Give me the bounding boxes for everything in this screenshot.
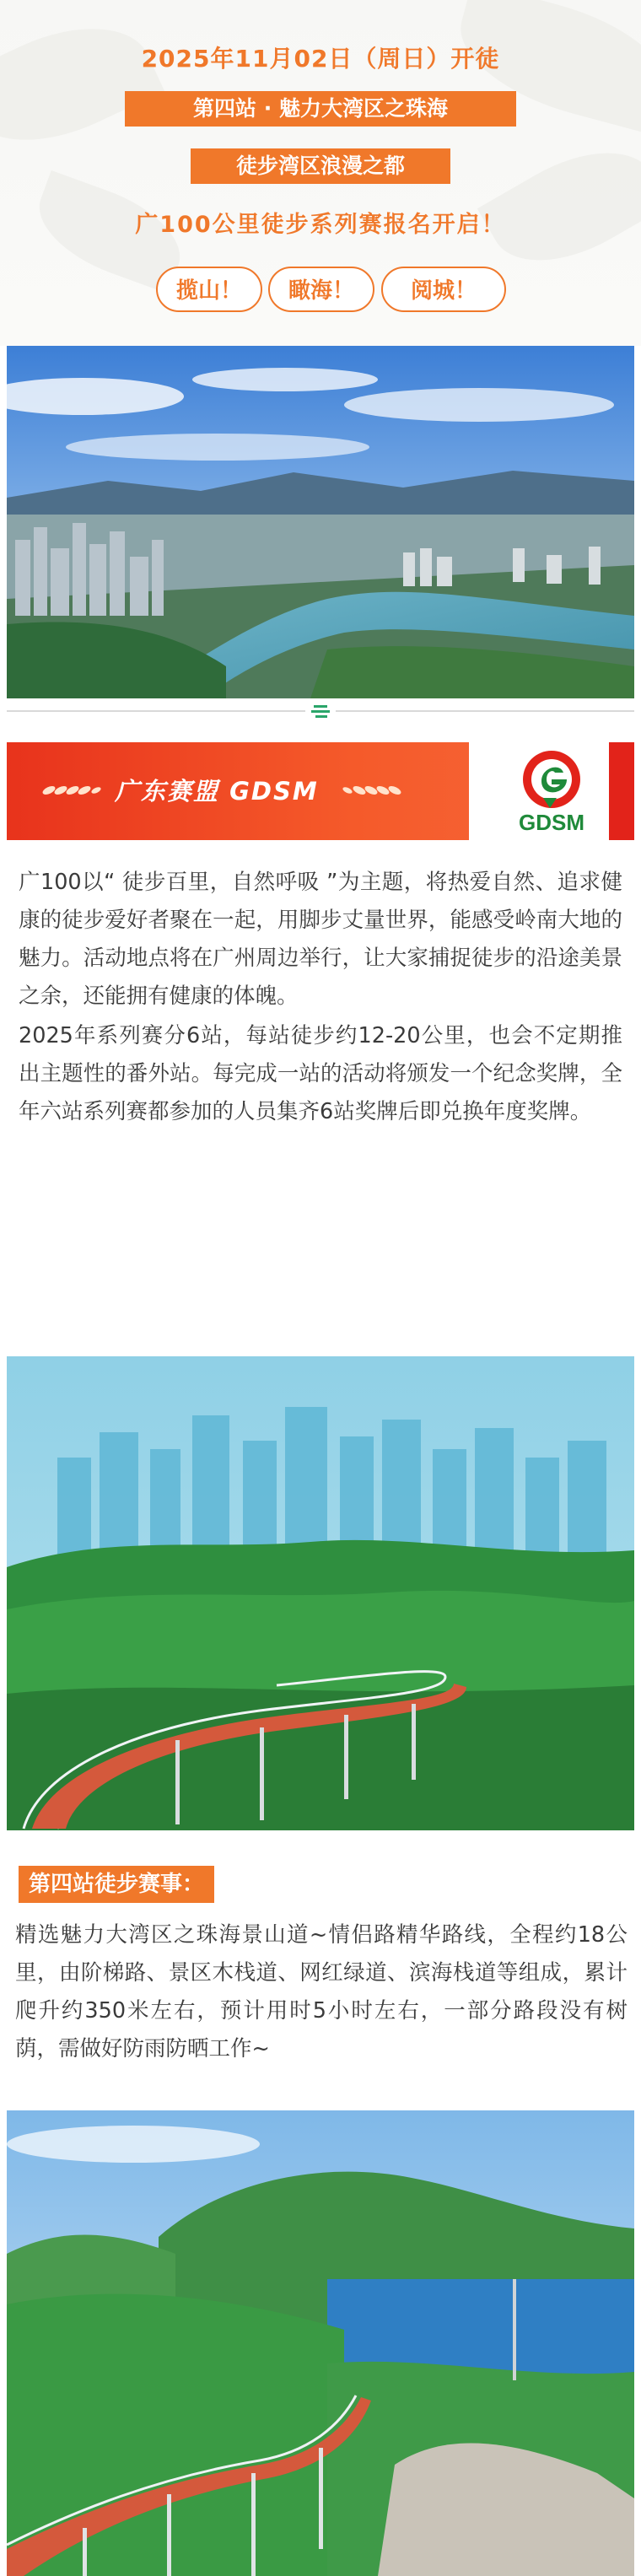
- logo-text: GDSM: [519, 810, 584, 835]
- banner-title: 广东赛盟 GDSM: [115, 777, 319, 806]
- stage-heading: 第四站徒步赛事：: [19, 1866, 214, 1903]
- intro-paragraph: 广100以“ 徒步百里，自然呼吸 ”为主题，将热爱自然、追求健康的徒步爱好者聚在一起，用脚步丈量世界，能感受岭南大地的魅力。活动地点将在广州周边举行，让大家捕捉徒步的沿途美景之余，还能拥有健康的体魄。: [19, 870, 622, 1009]
- coastal-trail-photo: [7, 2110, 634, 2576]
- intro-paragraph: 2025年系列赛分6站，每站徒步约12-20公里，也会不定期推出主题性的番外站。每完成一站的活动将颁发一个纪念奖牌，全年六站系列赛都参加的人员集齐6站奖牌后即兑换年度奖牌。: [19, 1023, 622, 1124]
- divider: [7, 710, 305, 712]
- leaf-decoration: [0, 0, 164, 170]
- wheat-icon: [40, 778, 103, 803]
- wheat-icon: [341, 778, 403, 803]
- red-bar: [609, 742, 634, 840]
- menu-lines-icon: [309, 700, 332, 724]
- city-river-photo: [7, 346, 634, 698]
- event-date: 2025年11月02日（周日）开徒: [141, 45, 500, 73]
- skywalk-city-photo: [7, 1356, 634, 1830]
- pill-city: 阅城！: [381, 267, 506, 312]
- stage-tag: 第四站 · 魅力大湾区之珠海: [125, 91, 516, 127]
- gdsm-banner: [7, 742, 634, 840]
- stage-description: 精选魅力大湾区之珠海景山道~情侣路精华路线，全程约18公里，由阶梯路、景区木栈道、网红绿道、滨海栈道等组成，累计爬升约350米左右，预计用时5小时左右，一部分路段没有树荫，需做好防雨防晒工作~: [15, 1922, 628, 2061]
- slogan-tag: 徒步湾区浪漫之都: [191, 148, 450, 184]
- pill-sea: 瞰海！: [268, 267, 374, 312]
- divider: [336, 710, 634, 712]
- registration-announcement: 广100公里徒步系列赛报名开启！: [135, 212, 506, 238]
- gdsm-logo: [493, 747, 611, 835]
- pill-mountain: 揽山！: [156, 267, 262, 312]
